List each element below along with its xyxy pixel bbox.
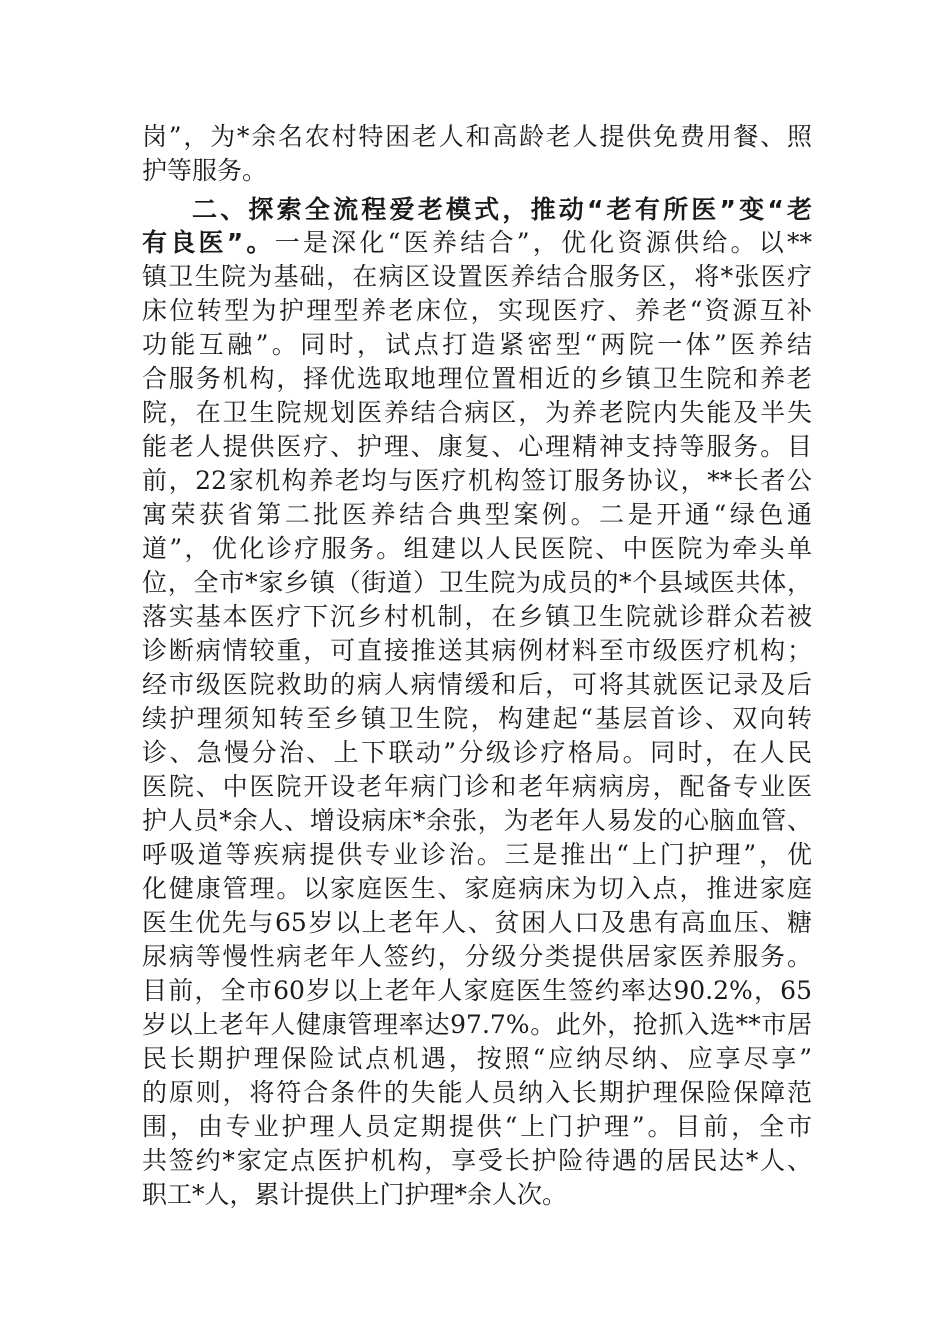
paragraph-line: 职工*人，累计提供上门护理*余人次。	[142, 1180, 568, 1209]
paragraph-line: 经市级医院救助的病人病情缓和后，可将其就医记录及后	[142, 670, 812, 699]
paragraph-line: 化健康管理。以家庭医生、家庭病床为切入点，推进家庭	[142, 874, 812, 903]
paragraph-line	[142, 226, 812, 260]
paragraph-line: 能老人提供医疗、护理、康复、心理精神支持等服务。目	[142, 432, 812, 461]
paragraph-line: 寓荣获省第二批医养结合典型案例。二是开通“绿色通	[142, 500, 812, 529]
paragraph-line: 合服务机构，择优选取地理位置相近的乡镇卫生院和养老	[142, 364, 812, 393]
paragraph-line: 诊、急慢分治、上下联动”分级诊疗格局。同时，在人民	[142, 738, 812, 767]
paragraph-line: 的原则，将符合条件的失能人员纳入长期护理保险保障范	[142, 1078, 812, 1107]
paragraph-line: 围，由专业护理人员定期提供“上门护理”。目前，全市	[142, 1112, 812, 1141]
paragraph-line: 道”，优化诊疗服务。组建以人民医院、中医院为牵头单	[142, 534, 812, 563]
paragraph-line: 诊断病情较重，可直接推送其病例材料至市级医疗机构；	[142, 636, 812, 665]
paragraph-line: 落实基本医疗下沉乡村机制，在乡镇卫生院就诊群众若被	[142, 602, 812, 631]
paragraph-line: 尿病等慢性病老年人签约，分级分类提供居家医养服务。	[142, 942, 812, 971]
paragraph-line: 医生优先与65岁以上老年人、贫困人口及患有高血压、糖	[142, 908, 812, 937]
paragraph-line: 功能互融”。同时，试点打造紧密型“两院一体”医养结	[142, 330, 812, 359]
paragraph-line: 共签约*家定点医护机构，享受长护险待遇的居民达*人、	[142, 1146, 812, 1175]
paragraph-text: 一是深化“医养结合”，优化资源供给。以**	[274, 228, 812, 257]
paragraph-line: 院，在卫生院规划医养结合病区，为养老院内失能及半失	[142, 398, 812, 427]
paragraph-line: 目前，全市60岁以上老年人家庭医生签约率达90.2%，65	[142, 976, 812, 1005]
section-heading-end: 有良医”。	[142, 228, 275, 257]
paragraph-line: 续护理须知转至乡镇卫生院，构建起“基层首诊、双向转	[142, 704, 812, 733]
paragraph-line: 民长期护理保险试点机遇，按照“应纳尽纳、应享尽享”	[142, 1044, 812, 1073]
section-heading: 二、探索全流程爱老模式，推动“老有所医”变“老	[192, 195, 812, 224]
paragraph-line: 呼吸道等疾病提供专业诊治。三是推出“上门护理”，优	[142, 840, 812, 869]
paragraph-line: 岗”，为*余名农村特困老人和高龄老人提供免费用餐、照	[142, 122, 812, 151]
paragraph-line: 位，全市*家乡镇（街道）卫生院为成员的*个县域医共体，	[142, 568, 812, 597]
paragraph-line: 护等服务。	[142, 156, 268, 185]
paragraph-line: 岁以上老年人健康管理率达97.7%。此外，抢抓入选**市居	[142, 1010, 812, 1039]
paragraph-line: 前，22家机构养老均与医疗机构签订服务协议，**长者公	[142, 466, 812, 495]
paragraph-line: 护人员*余人、增设病床*余张，为老年人易发的心脑血管、	[142, 806, 812, 835]
paragraph-line: 医院、中医院开设老年病门诊和老年病病房，配备专业医	[142, 772, 812, 801]
paragraph-line: 床位转型为护理型养老床位，实现医疗、养老“资源互补	[142, 296, 812, 325]
paragraph-line: 镇卫生院为基础，在病区设置医养结合服务区，将*张医疗	[142, 262, 812, 291]
